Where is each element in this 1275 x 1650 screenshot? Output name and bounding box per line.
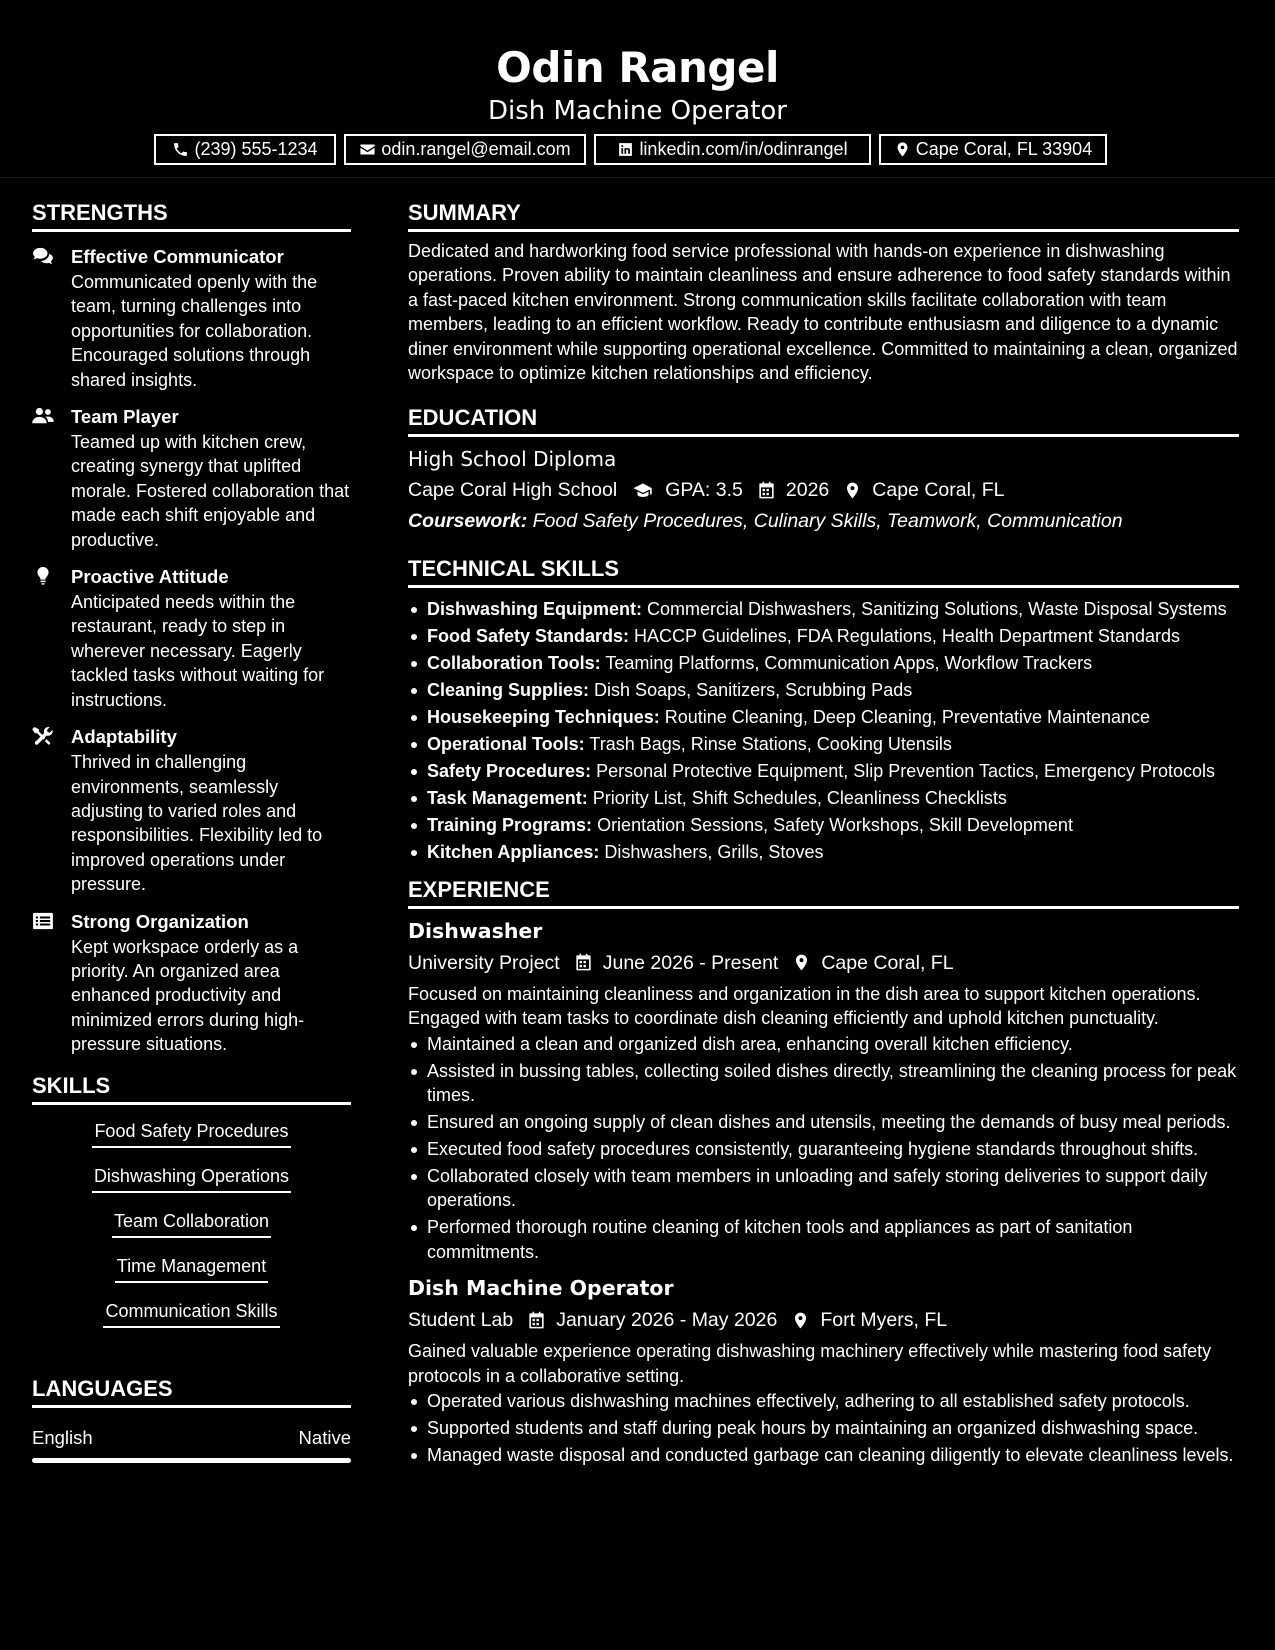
strength-item	[32, 564, 351, 712]
tools-icon	[32, 727, 54, 745]
list-item	[408, 732, 1239, 756]
location-pin-icon	[894, 141, 911, 158]
experience-heading: EXPERIENCE	[408, 875, 1239, 909]
job-summary: Gained valuable experience operating dishwashing machinery effectively while mastering food safety protocols in a collaborative setting.	[408, 1341, 1212, 1386]
skills-heading: SKILLS	[32, 1071, 351, 1105]
skill-tag: Food Safety Procedures	[92, 1119, 290, 1148]
skill-tag: Time Management	[115, 1254, 268, 1283]
strength-title: Adaptability	[71, 726, 177, 748]
location-pin-icon	[792, 953, 811, 972]
job-summary: Focused on maintaining cleanliness and organization in the dish area to support kitchen operations. Engaged with team tasks to coordinate dish cleaning efficiently and uphold kitchen punctuality.	[408, 983, 1201, 1029]
contact-bar	[154, 134, 1107, 165]
list-item: Operated various dishwashing machines effectively, adhering to all established safety protocols.	[408, 1389, 1239, 1413]
lightbulb-icon	[32, 567, 54, 585]
location-pin-icon	[791, 1311, 810, 1330]
language-row	[32, 1426, 351, 1450]
list-item	[408, 705, 1239, 729]
skill-values: Teaming Platforms, Communication Apps, Workflow Trackers	[605, 653, 1093, 674]
location-contact	[879, 134, 1107, 165]
calendar-icon	[574, 953, 593, 972]
skill-values: Routine Cleaning, Deep Cleaning, Preventative Maintenance	[664, 707, 1151, 728]
list-item	[408, 597, 1239, 621]
education-degree: High School Diploma	[408, 447, 617, 472]
technical-skills-heading: TECHNICAL SKILLS	[408, 554, 1239, 588]
skill-tag: Team Collaboration	[112, 1209, 271, 1238]
graduation-cap-icon	[631, 481, 655, 500]
job-bullets	[408, 1389, 1239, 1467]
job-dates: January 2026 - May 2026	[556, 1309, 778, 1332]
calendar-icon	[527, 1311, 546, 1330]
job-meta	[408, 948, 1239, 978]
skill-label: Housekeeping Techniques:	[427, 707, 660, 728]
education-location: Cape Coral, FL	[872, 479, 1005, 502]
list-item: Managed waste disposal and conducted garbage can cleaning diligently to elevate cleanliness levels.	[408, 1443, 1239, 1467]
list-item	[408, 840, 1239, 864]
linkedin-contact[interactable]	[594, 134, 871, 165]
strength-desc: Kept workspace orderly as a priority. An organized area enhanced productivity and minimized errors during high-pressure situations.	[71, 936, 305, 1055]
education-heading: EDUCATION	[408, 403, 1239, 437]
education-gpa: GPA: 3.5	[665, 479, 743, 502]
skill-label: Training Programs:	[427, 815, 593, 836]
technical-skills-list	[408, 597, 1239, 864]
education-meta	[408, 475, 1239, 505]
envelope-icon	[359, 141, 376, 158]
skill-values: Priority List, Shift Schedules, Cleanliness Checklists	[592, 788, 1007, 809]
coursework-label: Coursework:	[408, 510, 528, 533]
list-item: Maintained a clean and organized dish area, enhancing overall kitchen efficiency.	[408, 1032, 1239, 1056]
skill-values: HACCP Guidelines, FDA Regulations, Health Department Standards	[634, 626, 1180, 647]
chat-bubbles-icon	[32, 247, 54, 265]
job-bullets	[408, 1032, 1239, 1265]
list-item: Assisted in bussing tables, collecting soiled dishes directly, streamlining the cleaning process for peak times.	[408, 1059, 1239, 1108]
location-pin-icon	[843, 481, 862, 500]
language-name: English	[32, 1426, 93, 1448]
job-location: Fort Myers, FL	[820, 1309, 948, 1332]
language-proficiency-bar	[32, 1458, 351, 1463]
phone-contact[interactable]	[154, 134, 336, 165]
job-meta	[408, 1305, 1239, 1335]
email-text: odin.rangel@email.com	[381, 139, 571, 159]
strength-title: Team Player	[71, 406, 179, 428]
list-item: Ensured an ongoing supply of clean dishes and utensils, meeting the demands of busy meal periods.	[408, 1110, 1239, 1134]
list-item	[408, 624, 1239, 648]
candidate-name: Odin Rangel	[496, 43, 779, 92]
skills-list	[32, 1119, 351, 1344]
strength-desc: Teamed up with kitchen crew, creating synergy that uplifted morale. Fostered collaboration that made each shift enjoyable and productive.	[71, 432, 350, 550]
skill-values: Personal Protective Equipment, Slip Prevention Tactics, Emergency Protocols	[596, 761, 1216, 782]
strength-title: Proactive Attitude	[71, 566, 229, 588]
strength-item	[32, 909, 351, 1057]
language-level: Native	[298, 1426, 351, 1448]
skill-label: Task Management:	[427, 788, 588, 809]
languages-heading: LANGUAGES	[32, 1374, 351, 1408]
skill-values: Dish Soaps, Sanitizers, Scrubbing Pads	[594, 680, 913, 701]
skill-values: Trash Bags, Rinse Stations, Cooking Utensils	[589, 734, 952, 755]
education-coursework	[408, 506, 1239, 536]
strength-desc: Anticipated needs within the restaurant, ready to step in wherever necessary. Eagerly tackled tasks without waiting for instructions.	[71, 592, 325, 710]
list-item: Supported students and staff during peak hours by maintaining an organized dishwashing space.	[408, 1416, 1239, 1440]
email-contact[interactable]	[344, 134, 586, 165]
job-org: University Project	[408, 951, 560, 974]
list-item: Performed thorough routine cleaning of kitchen tools and appliances as part of sanitation commitments.	[408, 1215, 1239, 1264]
job-location: Cape Coral, FL	[821, 951, 954, 974]
skill-values: Dishwashers, Grills, Stoves	[604, 842, 824, 863]
strength-item	[32, 404, 351, 552]
skill-label: Collaboration Tools:	[427, 653, 601, 674]
phone-text: (239) 555-1234	[194, 139, 318, 159]
strength-desc: Communicated openly with the team, turning challenges into opportunities for collaboration. Encouraged solutions through shared insights.	[71, 272, 318, 390]
list-item	[408, 813, 1239, 837]
strength-title: Effective Communicator	[71, 246, 284, 267]
strength-title: Strong Organization	[71, 910, 249, 932]
skill-values: Orientation Sessions, Safety Workshops, Skill Development	[597, 815, 1073, 836]
list-item	[408, 759, 1239, 783]
skill-label: Food Safety Standards:	[427, 626, 630, 647]
linkedin-icon	[617, 141, 634, 158]
job-title: Dish Machine Operator	[408, 1276, 674, 1301]
strengths-list	[32, 244, 351, 1057]
skill-label: Cleaning Supplies:	[427, 680, 590, 701]
location-text: Cape Coral, FL 33904	[915, 139, 1093, 159]
summary-text: Dedicated and hardworking food service professional with hands-on experience in dishwashing operations. Proven ability to maintain cleanliness and ensure adherence to food safety standards within a fast-paced kitchen environment. Strong communication skills facilitate collaboration with team members, leading to an efficient workflow. Ready to contribute enthusiasm and diligence to a dynamic diner environment while supporting operational excellence. Committed to maintaining a clean, organized workspace to optimize kitchen relationships and efficiency.	[408, 241, 1238, 384]
skill-label: Safety Procedures:	[427, 761, 592, 782]
job-title: Dishwasher	[408, 918, 543, 943]
education-school: Cape Coral High School	[408, 479, 618, 502]
list-item: Collaborated closely with team members in unloading and safely storing deliveries to support daily operations.	[408, 1164, 1239, 1213]
skill-label: Kitchen Appliances:	[427, 842, 600, 863]
education-year: 2026	[785, 479, 830, 502]
strength-desc: Thrived in challenging environments, seamlessly adjusting to varied roles and responsibilities. Flexibility led to improved operations under pressure.	[71, 752, 323, 895]
right-column	[408, 198, 1239, 1478]
strength-item	[32, 724, 351, 896]
skill-values: Commercial Dishwashers, Sanitizing Solutions, Waste Disposal Systems	[647, 599, 1227, 620]
phone-icon	[172, 141, 189, 158]
list-icon	[32, 912, 54, 930]
coursework-text: Food Safety Procedures, Culinary Skills, Teamwork, Communication	[532, 510, 1123, 533]
linkedin-text: linkedin.com/in/odinrangel	[639, 139, 848, 159]
list-item	[408, 651, 1239, 675]
users-icon	[32, 407, 54, 425]
skill-tag: Dishwashing Operations	[92, 1164, 291, 1193]
summary-heading: SUMMARY	[408, 198, 1239, 232]
strengths-heading: STRENGTHS	[32, 198, 351, 232]
list-item	[408, 786, 1239, 810]
job-entry	[408, 1274, 1239, 1467]
skill-label: Dishwashing Equipment:	[427, 599, 643, 620]
job-entry	[408, 917, 1239, 1264]
skill-label: Operational Tools:	[427, 734, 585, 755]
list-item: Executed food safety procedures consistently, guaranteeing hygiene standards throughout shifts.	[408, 1137, 1239, 1161]
strength-item	[32, 244, 351, 392]
job-dates: June 2026 - Present	[602, 951, 779, 974]
left-column	[32, 198, 351, 1463]
candidate-role: Dish Machine Operator	[487, 96, 787, 126]
job-org: Student Lab	[408, 1309, 514, 1332]
list-item	[408, 678, 1239, 702]
calendar-icon	[757, 481, 776, 500]
skill-tag: Communication Skills	[103, 1299, 279, 1328]
resume-header	[0, 0, 1275, 178]
